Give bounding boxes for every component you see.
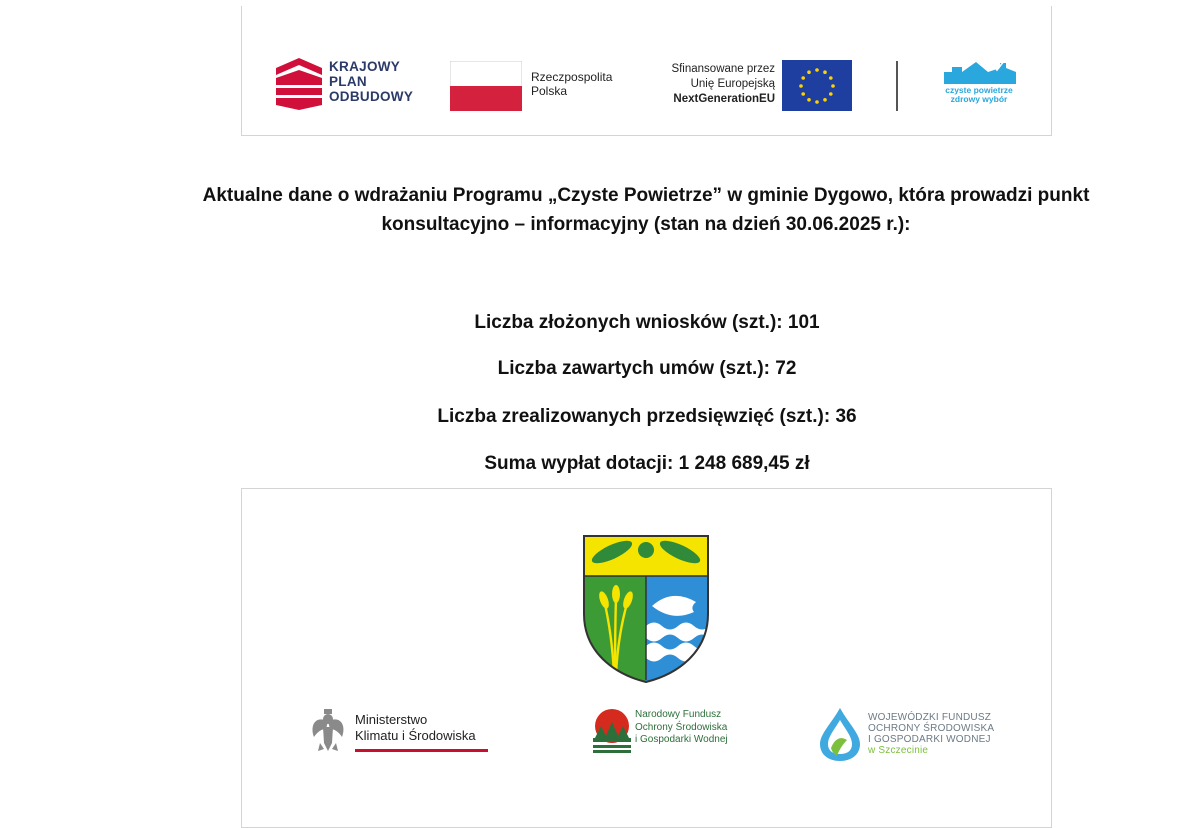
logo-separator [896,61,898,111]
nfosigw-logo-icon [591,708,633,754]
institution-logos-banner [241,488,1052,828]
stat-completed-projects: Liczba zrealizowanych przedsięwzięć (szt.): 36 [437,406,857,427]
eu-line-1: Sfinansowane przez [671,63,775,75]
nfosigw-logo-text [635,709,728,747]
cp-line-1: czyste powietrze [945,85,1013,95]
czyste-powietrze-logo-text [941,86,1017,104]
mk-line-2: Klimatu i Środowiska [355,728,476,743]
kpo-line-3: ODBUDOWY [329,89,414,104]
rp-logo-text [531,70,612,98]
wf-line-2: OCHRONY ŚRODOWISKA [868,723,995,734]
kpo-line-2: PLAN [329,74,367,89]
ministry-red-line [355,749,488,752]
wfosigw-logo-icon [817,706,863,762]
ministry-logo-text [355,712,476,744]
wf-line-3: I GOSPODARKI WODNEJ [868,734,991,745]
funding-logos-banner [241,6,1052,136]
rp-line-2: Polska [531,84,568,98]
rp-line-1: Rzeczpospolita [531,70,613,84]
kpo-logo-text [329,59,413,104]
czyste-powietrze-logo-icon [942,58,1018,86]
stat-contracts: Liczba zawartych umów (szt.): 72 [497,358,797,379]
polish-eagle-icon [308,707,348,753]
nf-line-3: i Gospodarki Wodnej [635,734,728,745]
nf-line-2: Ochrony Środowiska [635,721,728,733]
eu-line-2: Unię Europejską [690,78,775,90]
eu-flag-icon [782,60,852,111]
nf-line-1: Narodowy Fundusz [635,709,722,720]
kpo-line-1: KRAJOWY [329,59,401,74]
wf-line-1: WOJEWÓDZKI FUNDUSZ [868,712,992,723]
stat-total-payments: Suma wypłat dotacji: 1 248 689,45 zł [484,453,810,474]
kpo-logo-icon [276,58,322,110]
wfosigw-logo-text [868,712,994,756]
page-heading [120,181,1172,239]
polish-flag-icon [450,61,522,111]
eu-logo-text [647,62,775,107]
wf-subtitle: w Szczecinie [868,745,929,756]
coat-of-arms-icon [582,534,710,684]
stat-applications: Liczba złożonych wniosków (szt.): 101 [474,312,820,333]
heading-line-1: Aktualne dane o wdrażaniu Programu „Czyste Powietrze” w gminie Dygowo, która prowadzi punkt [202,185,1090,206]
cp-line-2: zdrowy wybór [950,94,1008,104]
mk-line-1: Ministerstwo [355,712,428,727]
eu-line-3: NextGenerationEU [673,93,775,105]
heading-line-2: konsultacyjno – informacyjny (stan na dzień 30.06.2025 r.): [381,214,911,235]
